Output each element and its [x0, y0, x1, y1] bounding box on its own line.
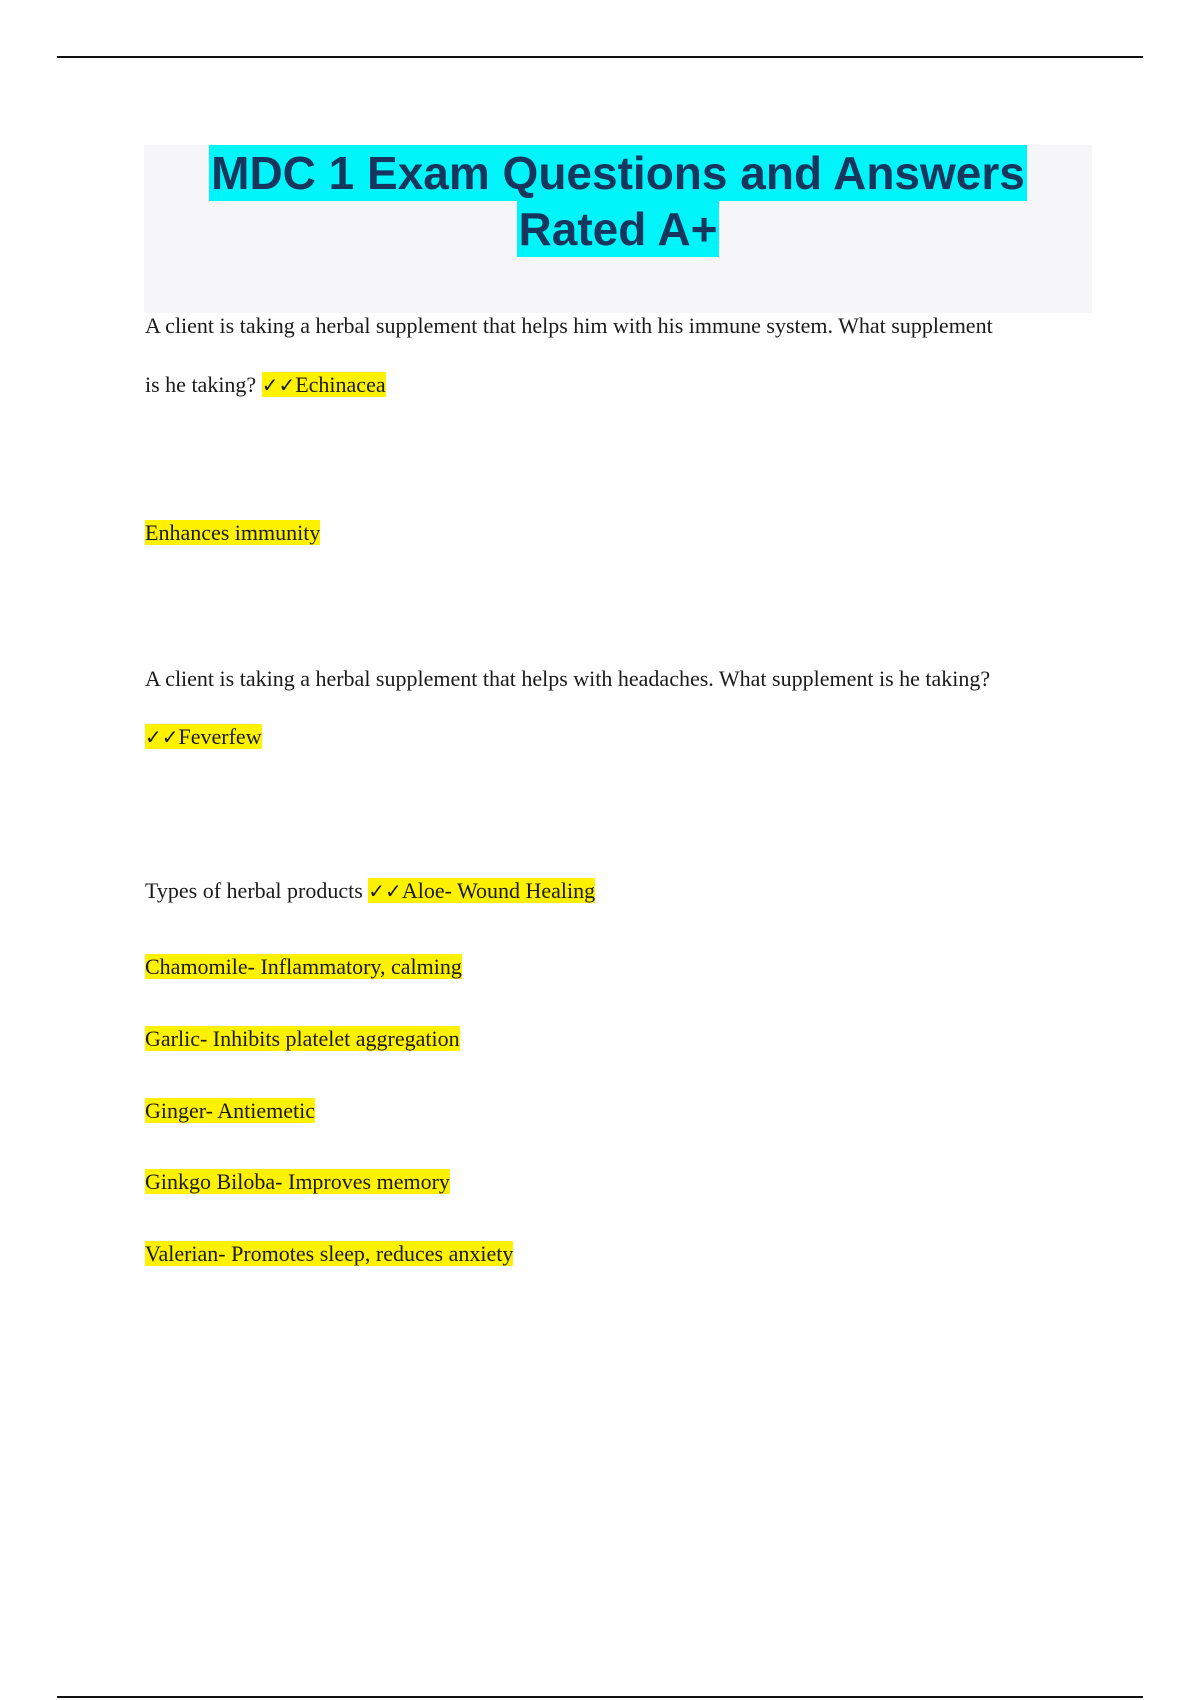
- q3-answer-highlight: [368, 878, 595, 903]
- q1-note: Enhances immunity: [145, 520, 321, 545]
- title-block: [144, 145, 1092, 313]
- q3-answer-line: [145, 1024, 460, 1054]
- top-rule: [57, 56, 1143, 58]
- q3-answer-line: [145, 1096, 315, 1126]
- document-title-line-2: Rated A+: [518, 203, 718, 255]
- q3-answer-item: Chamomile- Inflammatory, calming: [145, 954, 462, 979]
- q3-answer-line: [145, 952, 462, 982]
- q1-note-line: [145, 518, 320, 548]
- q3-question: Types of herbal products: [145, 878, 363, 903]
- q2-question-line: [145, 664, 990, 694]
- q3-answer-item: Garlic- Inhibits platelet aggregation: [145, 1026, 460, 1051]
- q1-answer: Echinacea: [295, 372, 386, 397]
- checkmark-icon: ✓✓: [145, 725, 179, 749]
- q1-answer-highlight: [262, 372, 386, 397]
- q1-question-text-2: is he taking?: [145, 372, 257, 397]
- q1-question-line-2: [145, 370, 386, 400]
- q1-question-text-1: A client is taking a herbal supplement that helps him with his immune system. What supplement: [145, 313, 993, 338]
- q1-question-line-1: [145, 311, 993, 341]
- q3-answer-item: Ginger- Antiemetic: [145, 1098, 316, 1123]
- q2-answer: Feverfew: [178, 724, 262, 749]
- q3-answer-first: Aloe- Wound Healing: [401, 878, 596, 903]
- bottom-rule: [57, 1696, 1143, 1698]
- q3-answer-item: Ginkgo Biloba- Improves memory: [145, 1169, 450, 1194]
- q3-answer-line: [145, 1239, 513, 1269]
- q2-answer-line: [145, 722, 262, 752]
- checkmark-icon: ✓✓: [261, 373, 296, 397]
- document-title-line-1: MDC 1 Exam Questions and Answers: [211, 147, 1025, 199]
- q3-answer-item: Valerian- Promotes sleep, reduces anxiety: [145, 1241, 514, 1266]
- q2-answer-highlight: [145, 724, 262, 749]
- q3-answer-line: [145, 1167, 450, 1197]
- checkmark-icon: ✓✓: [368, 879, 402, 903]
- q2-question: A client is taking a herbal supplement that helps with headaches. What supplement is he taking?: [145, 666, 991, 691]
- q3-question-line: [145, 876, 595, 906]
